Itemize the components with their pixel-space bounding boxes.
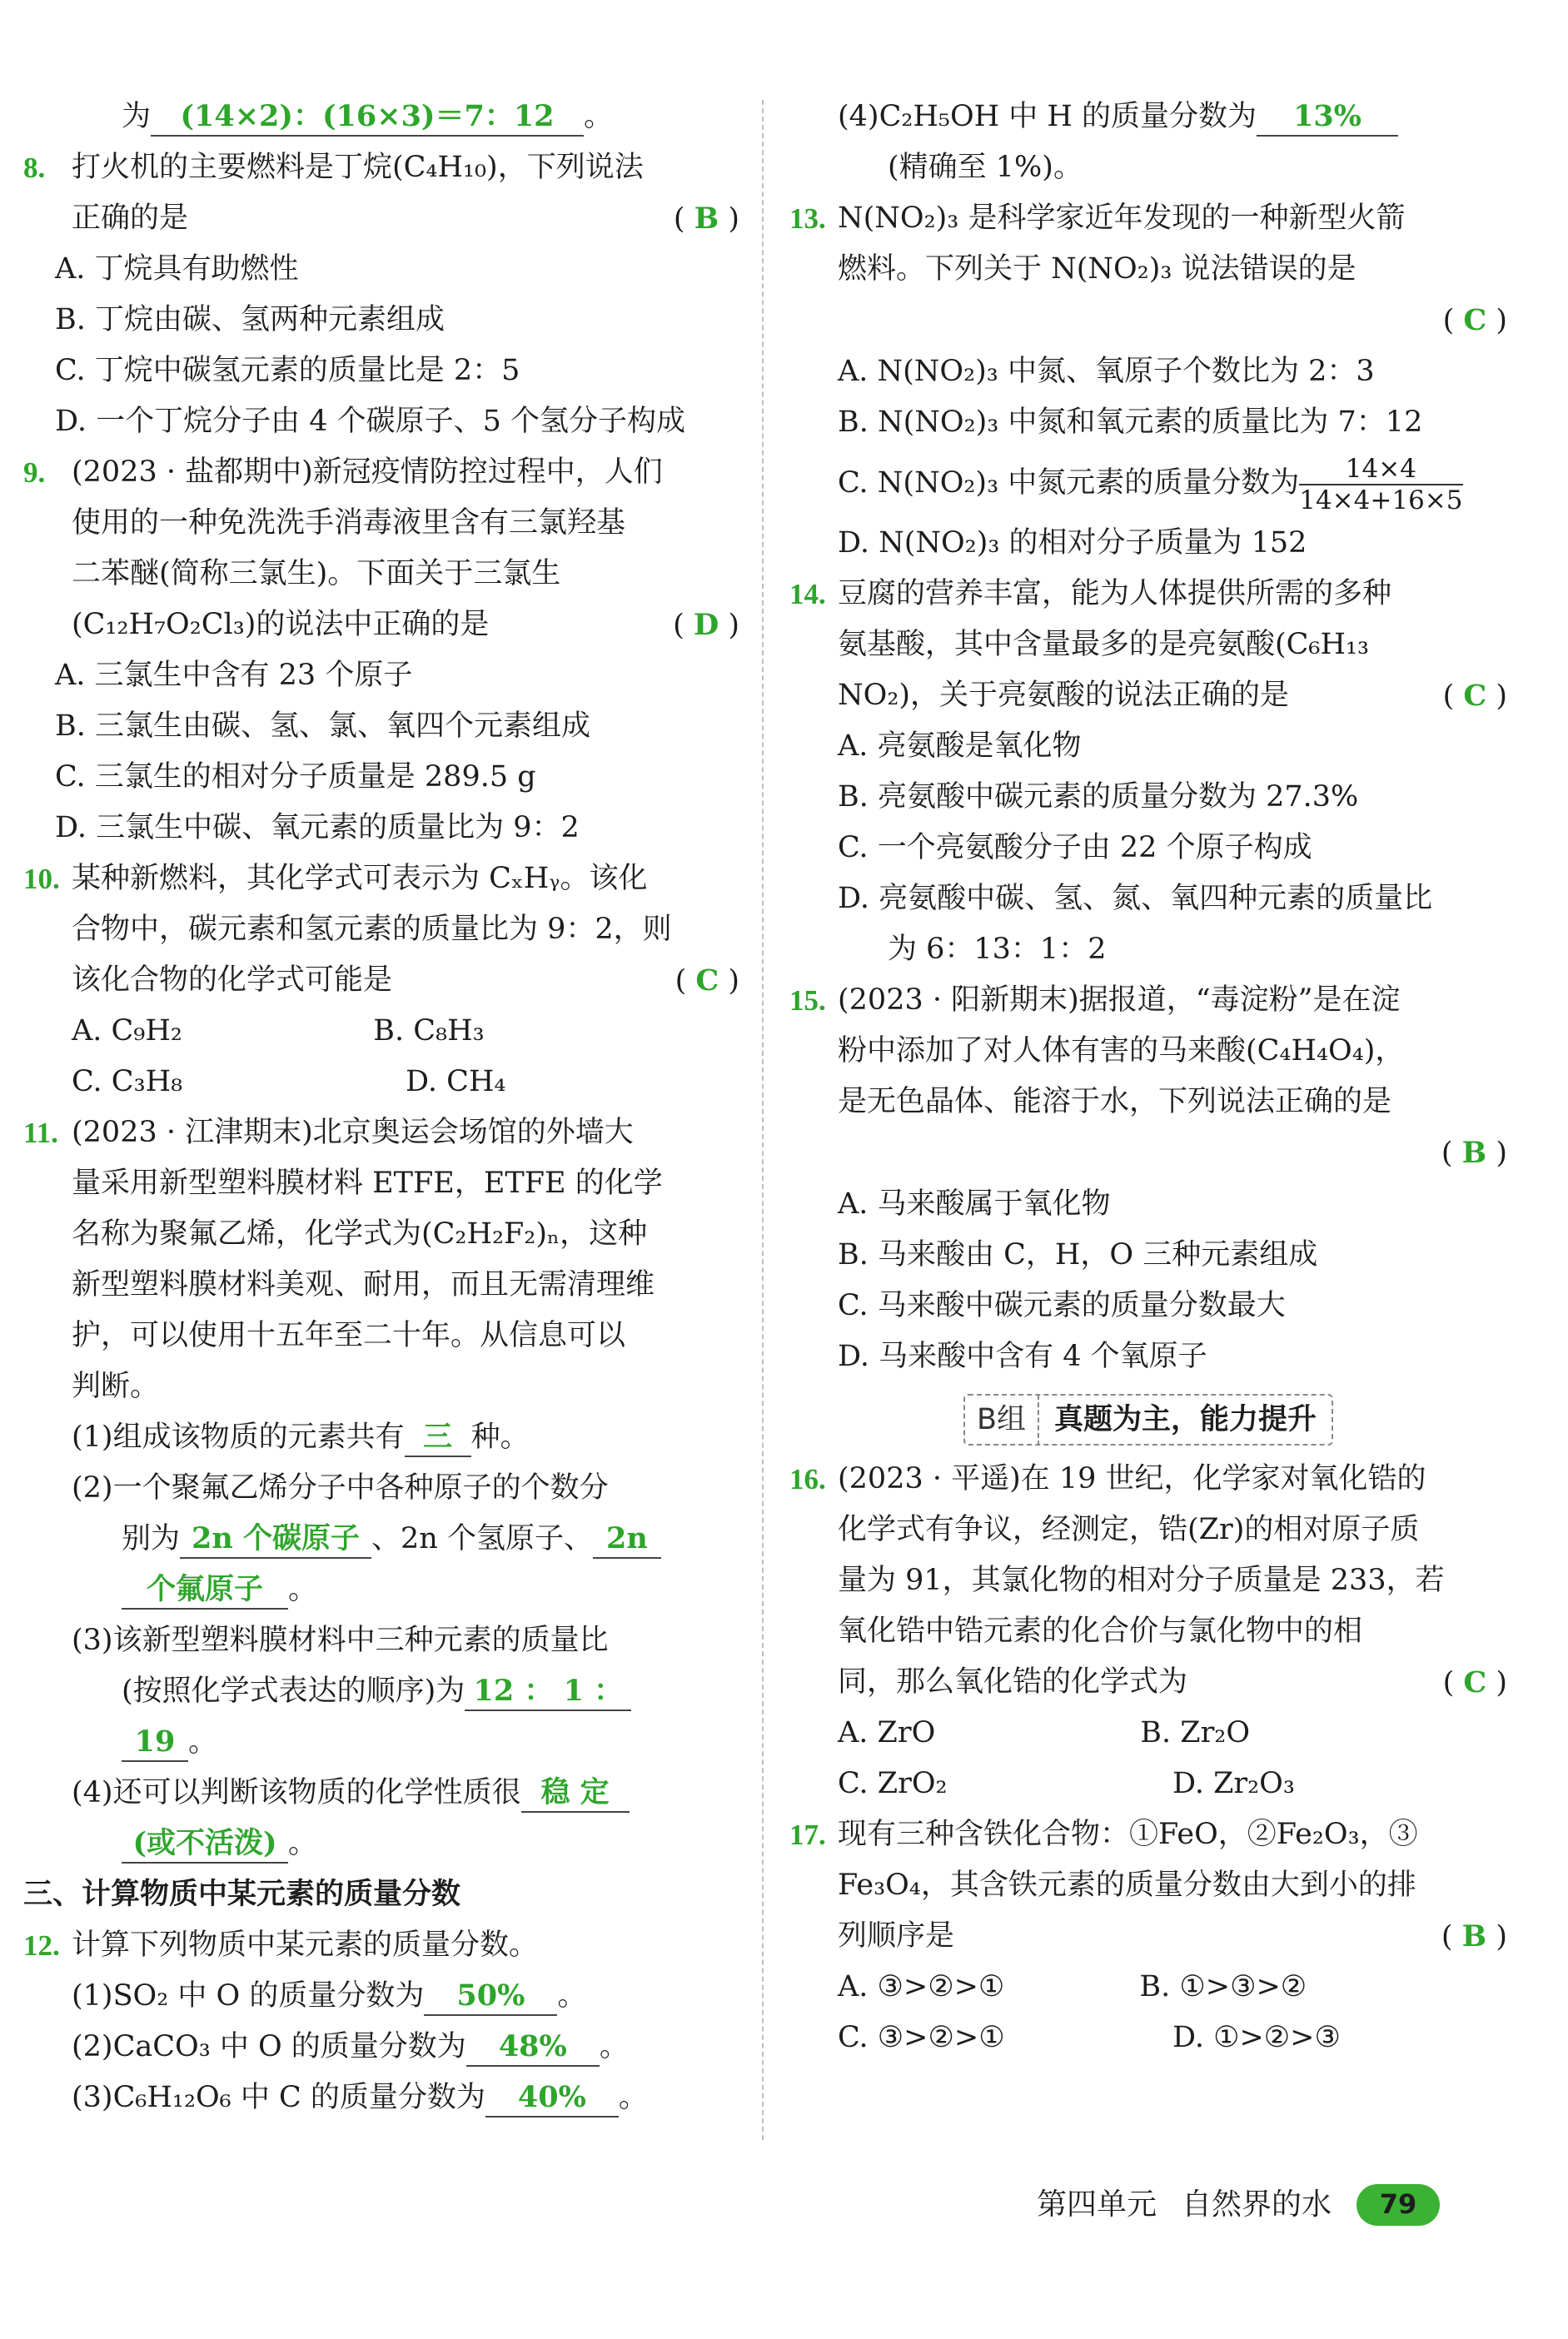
- option-row: C. C₃H₈ D. CH₄: [72, 1065, 506, 1098]
- option: B. N(NO₂)₃ 中氮和氧元素的质量比为 7：12: [838, 406, 1423, 439]
- question-12: 12. 计算下列物质中某元素的质量分数。: [23, 1928, 539, 1962]
- option: B. 亮氨酸中碳元素的质量分数为 27.3%: [838, 780, 1359, 814]
- page-number: 79: [1356, 2184, 1440, 2226]
- footer-unit: 第四单元: [1037, 2187, 1157, 2222]
- q11-part4: (4)还可以判断该物质的化学性质很 稳 定: [23, 1768, 739, 1819]
- option-row: A. C₉H₂ B. C₈H₃: [72, 1014, 485, 1048]
- question-10: 10. 某种新燃料，其化学式可表示为 CₓHᵧ。该化 合物中，碳元素和氢元素的质量比为 9：2，则 该化合物的化学式可能是 ( C ): [23, 853, 739, 1006]
- option: D. N(NO₂)₃ 的相对分子质量为 152: [838, 526, 1307, 560]
- answer-paren: ( C ): [1442, 1665, 1507, 1700]
- answer-paren: ( B ): [1441, 1136, 1507, 1170]
- q12-item: (3)C₆H₁₂O₆ 中 C 的质量分数为 40% 。: [23, 2073, 739, 2123]
- answer-paren: ( C ): [1442, 303, 1507, 337]
- option: D. 一个丁烷分子由 4 个碳原子、5 个氢分子构成: [55, 405, 685, 438]
- q11-part1: (1)组成该物质的元素共有 三 种。: [23, 1412, 739, 1463]
- question-15: 15. (2023 · 阳新期末)据报道，“毒淀粉”是在淀 粉中添加了对人体有害的马来酸(C₄H₄O₄)， 是无色晶体、能溶于水，下列说法正确的是 ( B ): [789, 975, 1507, 1179]
- group-b-banner: [789, 1394, 1507, 1446]
- question-16: 16. (2023 · 平遥)在 19 世纪，化学家对氧化锆的 化学式有争议，经测定，锆(Zr)的相对原子质 量为 91，其氯化物的相对分子质量是 233，若 氧化锆中锆元素的化合价与氯化物中的相 同，那么氧化锆的化学式为 ( C ): [789, 1454, 1507, 1708]
- option: D. 三氯生中碳、氧元素的质量比为 9：2: [55, 811, 580, 844]
- option: A. 亮氨酸是氧化物: [838, 729, 1082, 763]
- question-9: 9. (2023 · 盐都期中)新冠疫情防控过程中，人们 使用的一种免洗洗手消毒液里含有三氯羟基 二苯醚(简称三氯生)。下面关于三氯生 (C₁₂H₇O₂Cl₃)的说法中正确的是 ( D ): [23, 447, 739, 650]
- section-3-title: 三、计算物质中某元素的质量分数: [23, 1878, 461, 1911]
- option-row: C. ZrO₂ D. Zr₂O₃: [838, 1767, 1295, 1800]
- q7-tail: 为 (14×2)：(16×3)＝7：12 。: [23, 92, 739, 142]
- question-17: 17. 现有三种含铁化合物：①FeO，②Fe₂O₃，③ Fe₃O₄，其含铁元素的质量分数由大到小的排 列顺序是 ( B ): [789, 1809, 1507, 1962]
- answer-paren: ( B ): [1441, 1919, 1507, 1953]
- page-footer: [1037, 2179, 1440, 2230]
- group-b-tag: B组: [965, 1395, 1039, 1446]
- option: D. 马来酸中含有 4 个氧原子: [838, 1340, 1207, 1373]
- answer-paren: ( B ): [673, 202, 739, 236]
- option: C. 一个亮氨酸分子由 22 个原子构成: [838, 831, 1312, 864]
- option: A. 马来酸属于氧化物: [838, 1187, 1111, 1221]
- q12-item: (1)SO₂ 中 O 的质量分数为 50% 。: [23, 1971, 739, 2022]
- question-11: 11. (2023 · 江津期末)北京奥运会场馆的外墙大 量采用新型塑料膜材料 ETFE，ETFE 的化学 名称为聚氟乙烯，化学式为(C₂H₂F₂)ₙ，这种 新型塑料膜材料美观、耐用，而且无需清理维 护，可以使用十五年至二十年。从信息可以 判断。: [23, 1116, 663, 1403]
- option: C. 丁烷中碳氢元素的质量比是 2：5: [55, 354, 520, 387]
- question-8: 8. 打火机的主要燃料是丁烷(C₄H₁₀)，下列说法 正确的是 ( B ): [23, 142, 739, 244]
- option: A. 丁烷具有助燃性: [55, 252, 299, 286]
- option: B. 三氯生由碳、氢、氯、氧四个元素组成: [55, 709, 590, 743]
- question-13: 13. N(NO₂)₃ 是科学家近年发现的一种新型火箭 燃料。下列关于 N(NO₂)₃ 说法错误的是 ( C ): [789, 193, 1507, 346]
- fraction: $\frac{14\times 4}{14\times 4+16\times 5}$: [1299, 453, 1463, 515]
- q11-part2: (2)一个聚氟乙烯分子中各种原子的个数分: [72, 1471, 609, 1505]
- option: A. 三氯生中含有 23 个原子: [55, 659, 413, 692]
- option: C. N(NO₂)₃ 中氮元素的质量分数为 $\frac{14\times 4}{14\times 4+16\times 5}$: [838, 453, 1463, 515]
- answer-paren: ( C ): [674, 963, 739, 998]
- q12-item: (2)CaCO₃ 中 O 的质量分数为 48% 。: [23, 2022, 739, 2073]
- answer-paren: ( C ): [1442, 679, 1507, 713]
- footer-title: 自然界的水: [1182, 2187, 1332, 2222]
- group-b-title: 真题为主，能力提升: [1054, 1402, 1317, 1436]
- option: C. 三氯生的相对分子质量是 289.5 g: [55, 760, 536, 794]
- option-row: A. ③>②>① B. ①>③>②: [838, 1970, 1307, 2003]
- option-row: A. ZrO B. Zr₂O: [838, 1716, 1251, 1749]
- left-column: 为 (14×2)：(16×3)＝7：12 。 8. 打火机的主要燃料是丁烷(C₄H₁₀)，下列说法 正确的是 ( B ) A. 丁烷具有助燃性 B. 丁烷由碳、氢两种元素组成 C. 丁烷中碳氢元素的质量比是 2：5 D. 一个丁烷分子由 4 个碳原子、5 个氢分子构成 9. (2023 · 盐都期中)新冠疫情防控过程中，人们 使用的一种免洗洗手消毒液里含有三氯羟基 二苯醚(简称三氯生)。下面关于三氯生 (C₁₂H₇O₂Cl₃)的说法中正确的是 ( D ) A. 三氯生中含有 23 个原子 B. 三氯生由碳、氢、氯、氧四个元素组成 C. 三氯生的相对分子质量是 289.5 g D. 三氯生中碳、氧元素的质量比为 9：2 10. 某种新燃料，其化学式可表示为 CₓHᵧ。该化 合物中，碳元素和氢元素的质量比为 9：2，则 该化合物的化学式可能是 ( C ) A. C₉H₂ B. C₈H₃ C. C₃H₈ D. CH₄ 11. (2023 · 江津期末)北京奥运会场馆的外墙大 量采用新型塑料膜材料 ETFE，ETFE 的化学 名称为聚氟乙烯，化学式为(C₂H₂F₂)ₙ，这种 新型塑料膜材料美观、耐用，而且无需清理维 护，可以使用十五年至二十年。从信息可以 判断。 (1)组成该物质的元素共有 三 种。 (2)一个聚氟乙烯分子中各种原子的个数分 别为 2n 个碳原子 、2n 个氢原子、 2n 个氟原子 。 (3)该新型塑料膜材料中三种元素的质量比 (按照化学式表达的顺序)为 12 ： 1 ： 19 。 (4)还可以判断该物质的化学性质很 稳 定 (或不活泼) 。 三、计算物质中某元素的质量分数 12. 计算下列物质中某元素的质量分数。 (1)SO₂ 中 O 的质量分数为 50% 。 (2)CaCO₃ 中 O 的质量分数为 48% 。 (3)C₆H₁₂O₆ 中 C 的质量分数为 40% 。: [23, 92, 739, 2123]
- option: B. 丁烷由碳、氢两种元素组成: [55, 303, 445, 336]
- option: B. 马来酸由 C，H，O 三种元素组成: [838, 1238, 1318, 1272]
- option: D. 亮氨酸中碳、氢、氮、氧四种元素的质量比: [838, 882, 1433, 915]
- q7-answer: (14×2)：(16×3)＝7：12: [151, 98, 584, 137]
- question-14: 14. 豆腐的营养丰富，能为人体提供所需的多种 氨基酸，其中含量最多的是亮氨酸(C₆H₁₃ NO₂)，关于亮氨酸的说法正确的是 ( C ): [789, 569, 1507, 721]
- column-divider: [762, 100, 764, 2140]
- q12-item-4: (4)C₂H₅OH 中 H 的质量分数为 13%: [789, 92, 1507, 142]
- right-column: (4)C₂H₅OH 中 H 的质量分数为 13% (精确至 1%)。 13. N(NO₂)₃ 是科学家近年发现的一种新型火箭 燃料。下列关于 N(NO₂)₃ 说法错误的是 ( C ) A. N(NO₂)₃ 中氮、氧原子个数比为 2：3 B. N(NO₂)₃ 中氮和氧元素的质量比为 7：12 C. N(NO₂)₃ 中氮元素的质量分数为 $\frac{14\times 4}{14\times 4+16\times 5}$ D. N(NO₂)₃ 的相对分子质量为 152 14. 豆腐的营养丰富，能为人体提供所需的多种 氨基酸，其中含量最多的是亮氨酸(C₆H₁₃ NO₂)，关于亮氨酸的说法正确的是 ( C ) A. 亮氨酸是氧化物 B. 亮氨酸中碳元素的质量分数为 27.3% C. 一个亮氨酸分子由 22 个原子构成 D. 亮氨酸中碳、氢、氮、氧四种元素的质量比 为 6：13：1：2 15. (2023 · 阳新期末)据报道，“毒淀粉”是在淀 粉中添加了对人体有害的马来酸(C₄H₄O₄)， 是无色晶体、能溶于水，下列说法正确的是 ( B ) A. 马来酸属于氧化物 B. 马来酸由 C，H，O 三种元素组成 C. 马来酸中碳元素的质量分数最大 D. 马来酸中含有 4 个氧原子 B组 真题为主，能力提升 16. (2023 · 平遥)在 19 世纪，化学家对氧化锆的 化学式有争议，经测定，锆(Zr)的相对原子质 量为 91，其氯化物的相对分子质量是 233，若 氧化锆中锆元素的化合价与氯化物中的相 同，那么氧化锆的化学式为 ( C ) A. ZrO B. Zr₂O C. ZrO₂ D. Zr₂O₃ 17. 现有三种含铁化合物：①FeO，②Fe₂O₃，③ Fe₃O₄，其含铁元素的质量分数由大到小的排 列顺序是 ( B ) A. ③>②>① B. ①>③>② C. ③>②>① D. ①>②>③: [789, 92, 1507, 2063]
- q11-part3: (3)该新型塑料膜材料中三种元素的质量比: [72, 1624, 609, 1657]
- answer-paren: ( D ): [673, 608, 739, 642]
- option: C. 马来酸中碳元素的质量分数最大: [838, 1289, 1286, 1322]
- option-row: C. ③>②>① D. ①>②>③: [838, 2021, 1341, 2054]
- option: A. N(NO₂)₃ 中氮、氧原子个数比为 2：3: [838, 355, 1375, 388]
